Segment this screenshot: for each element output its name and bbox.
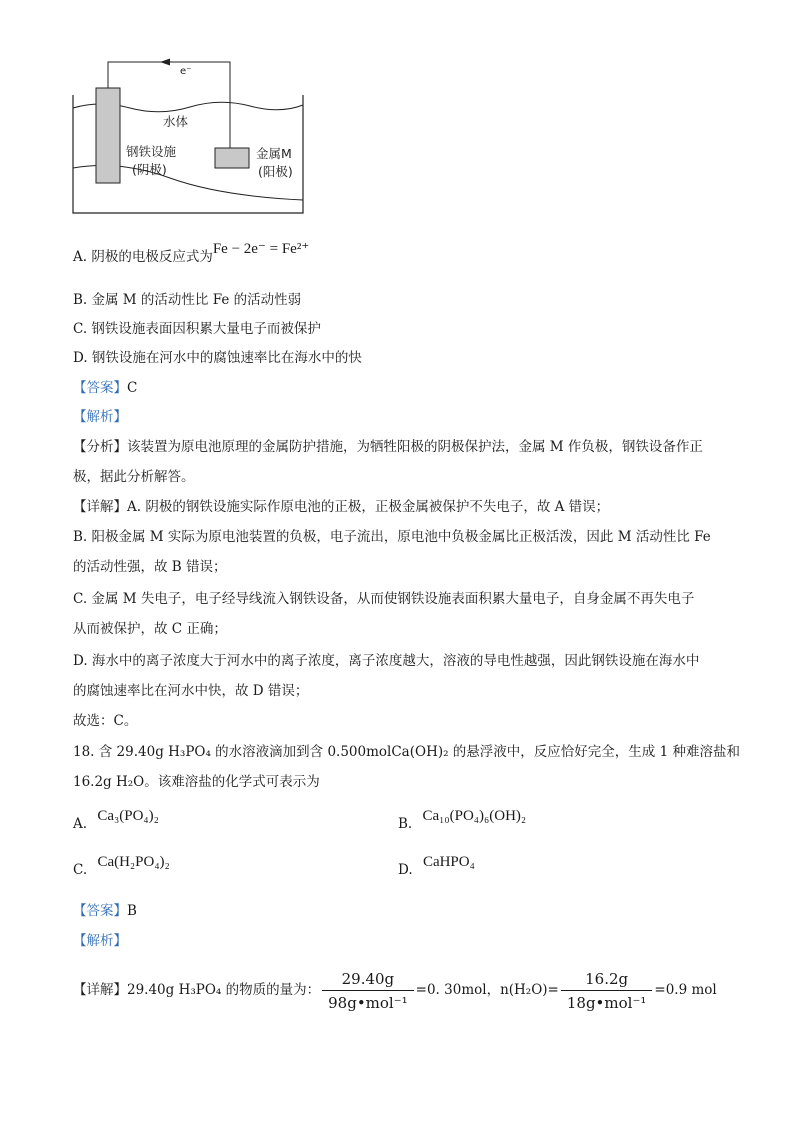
- detail-a-text: A. 阴极的钢铁设施实际作原电池的正极，正极金属被保护不失电子，故 A 错误；: [127, 499, 610, 515]
- water-label: 水体: [163, 114, 189, 129]
- fraction-1: [322, 969, 414, 1013]
- q17-answer: [73, 378, 137, 398]
- q18-option-b-formula: Ca₁₀(PO₄)₆(OH)₂: [422, 808, 527, 824]
- q18-option-c-label: C.: [73, 862, 88, 878]
- q18-option-b: [398, 806, 527, 832]
- q17-option-a-formula: Fe − 2e⁻ = Fe²⁺: [212, 241, 310, 257]
- q18-detail-prefix: 29.40g H₃PO₄ 的物质的量为：: [127, 982, 321, 998]
- answer-label: 【答案】: [73, 903, 127, 919]
- q18-mid-text: =0. 30mol，n(H₂O)=: [415, 982, 559, 998]
- q17-option-a-text: A. 阴极的电极反应式为: [73, 249, 213, 265]
- q18-detail: [73, 960, 717, 1020]
- fenxi-label: 【分析】: [73, 439, 127, 455]
- q17-detail-d-1: D. 海水中的离子浓度大于河水中的离子浓度，离子浓度越大，溶液的导电性越强，因此钢铁设施在海水中: [73, 653, 700, 669]
- q18-option-d: [398, 852, 475, 878]
- q17-analysis-label: 【解析】: [73, 409, 127, 425]
- q18-option-a-formula: Ca₃(PO₄)₂: [97, 808, 159, 824]
- q18-stem-2: 16.2g H₂O。该难溶盐的化学式可表示为: [73, 774, 320, 790]
- q17-fenxi-line-2: 极，据此分析解答。: [73, 469, 195, 485]
- q17-option-c: C. 钢铁设施表面因积累大量电子而被保护: [73, 321, 321, 337]
- q18-option-d-formula: CaHPO₄: [422, 854, 475, 870]
- q18-stem-1: 18. 含 29.40g H₃PO₄ 的水溶液滴加到含 0.500molCa(OH)₂ 的悬浮液中，反应恰好完全，生成 1 种难溶盐和: [73, 744, 740, 760]
- q18-option-d-label: D.: [398, 862, 413, 878]
- answer-value: B: [127, 903, 137, 919]
- q17-detail-b-1: B. 阳极金属 M 实际为原电池装置的负极，电子流出，原电池中负极金属比正极活泼，因此 M 活动性比 Fe: [73, 529, 711, 545]
- q18-option-a: [73, 806, 159, 832]
- fraction-2-numerator: 16.2g: [561, 969, 653, 991]
- detail-label: 【详解】: [73, 982, 127, 998]
- q17-option-a: [73, 241, 310, 267]
- q18-option-a-label: A.: [73, 816, 88, 832]
- fenxi-text-1: 该装置为原电池原理的金属防护措施，为牺牲阳极的阴极保护法，金属 M 作负极，钢铁设备作正: [127, 439, 703, 455]
- q18-end-text: =0.9 mol: [654, 982, 717, 998]
- q17-fenxi-line-1: [73, 437, 703, 457]
- metal-m-electrode: [215, 148, 249, 168]
- metal-role-label: (阳极): [258, 164, 293, 179]
- q17-option-b: B. 金属 M 的活动性比 Fe 的活动性弱: [73, 292, 302, 308]
- steel-label: 钢铁设施: [126, 144, 177, 159]
- q17-detail-c-1: C. 金属 M 失电子，电子经导线流入钢铁设备，从而使钢铁设施表面积累大量电子，自身金属不再失电子: [73, 591, 695, 607]
- q18-analysis-label: 【解析】: [73, 933, 127, 949]
- q17-detail-b-2: 的活动性强，故 B 错误；: [73, 559, 227, 575]
- q17-detail-a: [73, 497, 609, 517]
- q18-option-b-label: B.: [398, 816, 413, 832]
- fraction-1-numerator: 29.40g: [322, 969, 414, 991]
- q17-option-d: D. 钢铁设施在河水中的腐蚀速率比在海水中的快: [73, 350, 362, 366]
- answer-label: 【答案】: [73, 380, 127, 396]
- answer-value: C: [127, 380, 138, 396]
- q17-detail-d-2: 的腐蚀速率比在河水中快，故 D 错误；: [73, 683, 309, 699]
- fraction-2: [561, 969, 653, 1013]
- q18-option-c: [73, 852, 170, 878]
- q18-option-c-formula: Ca(H₂PO₄)₂: [97, 854, 170, 870]
- metal-label: 金属M: [256, 146, 292, 161]
- detail-label: 【详解】: [73, 499, 127, 515]
- electron-label: e⁻: [180, 66, 192, 77]
- steel-role-label: (阴极): [132, 162, 167, 177]
- fraction-2-denominator: 18g•mol⁻¹: [566, 993, 647, 1012]
- wire: [108, 62, 230, 150]
- q17-conclusion: 故选：C。: [73, 713, 138, 729]
- fraction-1-denominator: 98g•mol⁻¹: [328, 993, 408, 1012]
- electrochemistry-diagram: [60, 50, 320, 220]
- q18-answer: [73, 901, 137, 921]
- steel-electrode: [96, 88, 120, 183]
- q17-detail-c-2: 从而被保护，故 C 正确；: [73, 621, 227, 637]
- arrow-left-icon: [160, 59, 170, 66]
